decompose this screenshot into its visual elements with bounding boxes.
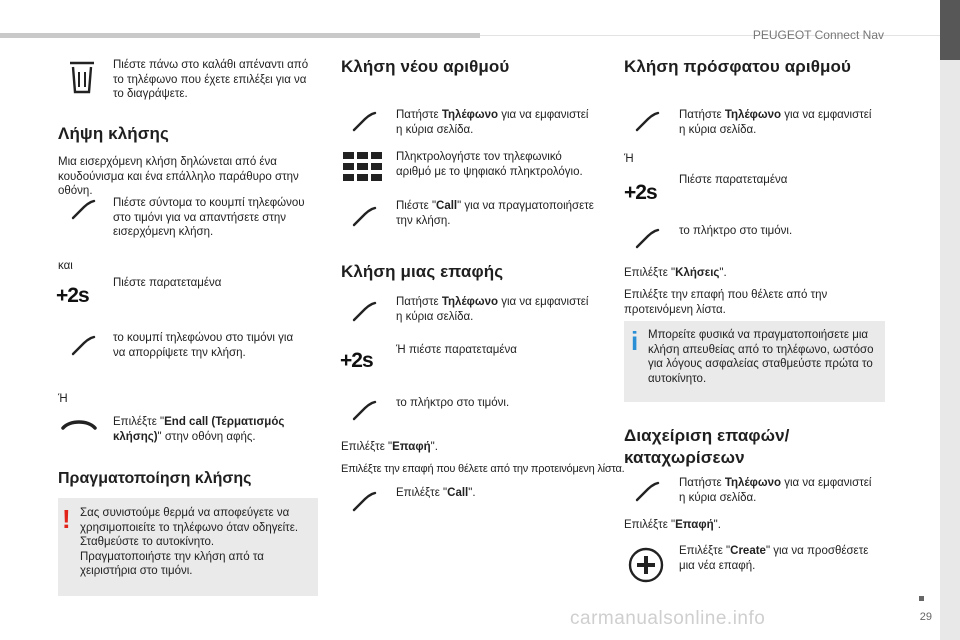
receive-or: Ή <box>58 393 68 405</box>
new-number-step-call <box>396 199 596 228</box>
info-note <box>624 321 885 402</box>
section-title-receive: Λήψη κλήσης <box>58 124 169 143</box>
manage-title-line1: Διαχείριση επαφών/ <box>624 426 790 445</box>
hold-2s-label-contact: +2s <box>340 349 373 372</box>
add-contact-icon <box>628 547 664 583</box>
phone-pickup-icon <box>70 198 96 220</box>
mg-contact-label: Επαφή <box>675 519 714 531</box>
rc-phone-label: Τηλέφωνο <box>724 109 782 121</box>
ct-step6-post: ". <box>468 487 476 499</box>
receive-and: και <box>58 260 73 272</box>
page-sidebar <box>940 0 960 640</box>
mg-phone-label: Τηλέφωνο <box>724 477 782 489</box>
ct-call-label: Call <box>447 487 469 499</box>
sidebar-tab <box>940 0 960 60</box>
mg-step2-pre: Επιλέξτε " <box>624 519 676 531</box>
hold-2s-icon <box>56 284 98 308</box>
ct-step4-pre: Επιλέξτε " <box>341 441 393 453</box>
manage-step-select-contact <box>624 518 721 533</box>
nn-phone-label: Τηλέφωνο <box>441 109 499 121</box>
phone-icon-manage <box>634 480 660 502</box>
manage-title-line2: καταχωρίσεων <box>624 448 745 467</box>
mg-step1-post: για να εμφανιστεί η κύρια σελίδα. <box>679 477 872 504</box>
hold-2s-icon-recent <box>624 181 666 205</box>
nn-step1-pre: Πατήστε <box>396 109 442 121</box>
steering-phone-icon-recent <box>634 227 660 249</box>
steering-phone-icon <box>351 399 377 421</box>
ct-step1-post: για να εμφανιστεί η κύρια σελίδα. <box>396 296 589 323</box>
manage-step-phone <box>679 476 879 505</box>
receive-step-reject: το κουμπί τηλεφώνου στο τιμόνι για να απορρίψετε την κλήση. <box>113 332 294 359</box>
mg-step2-post: ". <box>713 519 721 531</box>
phone-icon-contact <box>351 300 377 322</box>
contact-step-wheel: το πλήκτρο στο τιμόνι. <box>396 397 510 409</box>
section-title-new-number: Κλήση νέου αριθμού <box>341 57 510 76</box>
phone-icon <box>351 110 377 132</box>
receive-intro: Μια εισερχόμενη κλήση δηλώνεται από ένα κουδούνισμα και ένα επάλληλο παράθυρο στην οθόνη. <box>58 156 299 197</box>
hold-2s-label: +2s <box>56 284 89 307</box>
phone-call-icon-contact <box>351 490 377 512</box>
warning-text: Σας συνιστούμε θερμά να αποφεύγετε να χρησιμοποιείτε το τηλέφωνο όταν οδηγείτε. Σταθμεύστε το αυτοκίνητο. Πραγματοποιήστε την κλήση από τα χειριστήρια στο τιμόνι. <box>80 507 299 577</box>
recent-step-phone <box>679 108 879 137</box>
contact-step-hold: Ή πιέστε παρατεταμένα <box>396 344 517 356</box>
delete-instruction: Πιέστε πάνω στο καλάθι απέναντι από το τηλέφωνο που έχετε επιλέξει για να το διαγράψετε. <box>113 59 309 100</box>
ct-phone-label: Τηλέφωνο <box>441 296 499 308</box>
contact-step-call <box>396 486 476 501</box>
rc-step4-pre: Επιλέξτε " <box>624 267 676 279</box>
page-marker <box>919 596 924 601</box>
nn-call-label: Call <box>436 200 458 212</box>
contact-step-phone <box>396 295 596 324</box>
receive-step-endcall <box>113 415 313 444</box>
recent-step-hold: Πιέστε παρατεταμένα <box>679 174 788 186</box>
nn-step3-post: " για να πραγματοποιήσετε την κλήση. <box>396 200 594 227</box>
section-title-contact: Κλήση μιας επαφής <box>341 262 504 281</box>
mg-step3-post: " για να προσθέσετε μια νέα επαφή. <box>679 545 869 572</box>
mg-step1-pre: Πατήστε <box>679 477 725 489</box>
receive-step-hold: Πιέστε παρατεταμένα <box>113 277 222 289</box>
rc-step1-post: για να εμφανιστεί η κύρια σελίδα. <box>679 109 872 136</box>
info-mark: i <box>631 326 639 356</box>
watermark: carmanualsonline.info <box>570 608 766 629</box>
hold-2s-label-recent: +2s <box>624 181 657 204</box>
rc-step1-pre: Πατήστε <box>679 109 725 121</box>
ct-contact-label: Επαφή <box>392 441 431 453</box>
page-number: 29 <box>919 611 932 623</box>
warning-note <box>58 498 318 596</box>
endcall-pre: Επιλέξτε " <box>113 416 165 428</box>
receive-step-answer: Πιέστε σύντομα το κουμπί τηλεφώνου στο τιμόνι για να απαντήσετε στην εισερχόμενη κλήση. <box>113 197 305 238</box>
contact-step-select-contact <box>341 440 438 455</box>
recent-or: Ή <box>624 153 634 165</box>
ct-step6-pre: Επιλέξτε " <box>396 487 448 499</box>
contact-step-choose-list: Επιλέξτε την επαφή που θέλετε από την προτεινόμενη λίστα. <box>341 463 625 475</box>
hold-2s-icon-contact <box>340 349 382 373</box>
recent-step-wheel: το πλήκτρο στο τιμόνι. <box>679 225 793 237</box>
recent-step-select-calls <box>624 266 727 281</box>
mg-create-label: Create <box>730 545 766 557</box>
endcall-button-label: End call (Τερματισμός κλήσης) <box>113 416 285 443</box>
nn-step1-post: για να εμφανιστεί η κύρια σελίδα. <box>396 109 589 136</box>
mg-step3-pre: Επιλέξτε " <box>679 545 731 557</box>
phone-icon-recent <box>634 110 660 132</box>
section-title-manage <box>624 425 790 469</box>
manage-step-create <box>679 544 879 573</box>
ct-step1-pre: Πατήστε <box>396 296 442 308</box>
keypad-icon <box>343 152 383 182</box>
new-number-step-keypad: Πληκτρολογήστε τον τηλεφωνικό αριθμό με το ψηφιακό πληκτρολόγιο. <box>396 151 583 178</box>
new-number-step-phone <box>396 108 596 137</box>
recent-step-choose-list: Επιλέξτε την επαφή που θέλετε από την προτεινόμενη λίστα. <box>624 289 828 316</box>
section-title-make-call: Πραγματοποίηση κλήσης <box>58 470 252 487</box>
rc-step4-post: ". <box>719 267 727 279</box>
info-icon <box>631 326 639 356</box>
section-title-recent: Κλήση πρόσφατου αριθμού <box>624 57 851 76</box>
rc-calls-label: Κλήσεις <box>675 267 720 279</box>
top-rule <box>0 33 480 38</box>
header-title: PEUGEOT Connect Nav <box>752 28 884 42</box>
phone-call-icon <box>351 205 377 227</box>
ct-step4-post: ". <box>430 441 438 453</box>
nn-step3-pre: Πιέστε " <box>396 200 437 212</box>
warning-icon: ! <box>62 504 71 534</box>
hang-up-icon <box>60 416 98 434</box>
phone-reject-icon <box>70 334 96 356</box>
trash-icon <box>68 60 96 94</box>
endcall-post: " στην οθόνη αφής. <box>157 430 256 443</box>
info-text: Μπορείτε φυσικά να πραγματοποιήσετε μια κλήση απευθείας από το τηλέφωνο, ωστόσο για λόγους ασφαλείας σταθμεύστε πρώτα το αυτοκίνητο. <box>648 329 874 385</box>
